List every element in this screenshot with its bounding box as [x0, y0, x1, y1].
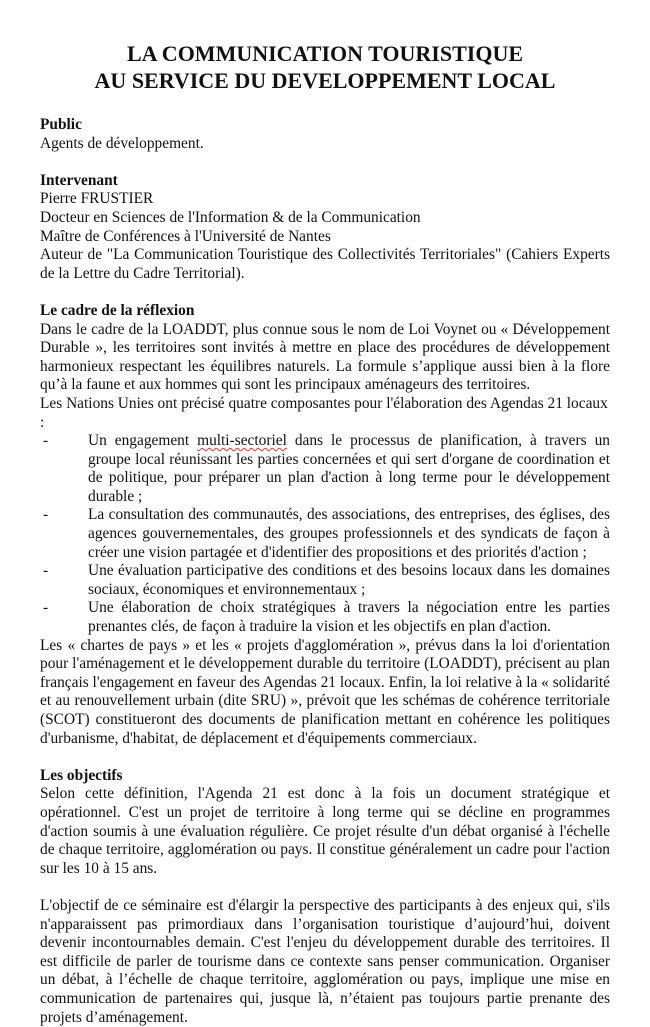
section-heading-cadre: Le cadre de la réflexion — [40, 301, 195, 319]
objectifs-paragraph-2: L'objectif de ce séminaire est d'élargir la perspective des participants à des enjeux qui, s'ils n'apparaissent pas primordiaux dans l’organisation touristique d’aujourd’hui, doivent devenir incontournables demain. C'est l'enjeu du développement durable des territoires. Il est difficile de parler de tourisme dans ce contexte sans penser communication. Organiser un débat, à l’échelle de chaque territoire, agglomération ou pays, implique une mise en communication de partenaires qui, jusque là, n’étaient pas toujours partie prenante des projets d’aménagement. — [40, 896, 610, 1026]
list-item — [40, 599, 610, 636]
section-objectifs — [40, 767, 610, 1027]
list-item-text-start: Un engagement — [88, 432, 198, 450]
dash-bullet-icon: - — [43, 599, 49, 617]
title-line-2: AU SERVICE DU DEVELOPPEMENT LOCAL — [94, 68, 556, 93]
dash-bullet-icon: - — [43, 432, 49, 450]
section-heading-objectifs: Les objectifs — [40, 766, 123, 784]
section-public — [40, 116, 610, 153]
speaker-author-note: Auteur de "La Communication Touristique des Collectivités Territoriales" (Cahiers Experts de la Lettre du Cadre Territorial). — [40, 246, 610, 282]
list-item-text: Une élaboration de choix stratégiques à travers la négociation entre les parties prenantes clés, de façon à traduire la vision et les objectifs en plan d'action. — [88, 599, 610, 636]
speaker-degree: Docteur en Sciences de l'Information & de la Communication — [40, 208, 421, 226]
section-heading-public: Public — [40, 116, 82, 133]
objectifs-paragraph-1: Selon cette définition, l'Agenda 21 est donc à la fois un document stratégique et opérationnel. C'est un projet de territoire à long terme qui se décline en programmes d'action soumis à une évaluation régulière. Ce projet résulte d'un débat organisé à l'échelle de chaque territoire, agglomération ou pays. Il constitue généralement un cadre pour l'action sur les 10 à 15 ans. — [40, 785, 610, 877]
cadre-closing-paragraph: Les « chartes de pays » et les « projets d'agglomération », prévus dans la loi d'orientation pour l'aménagement et le développement durable du territoire (LOADDT), précisent au plan français l'engagement en faveur des Agendas 21 locaux. Enfin, la loi relative à la « solidarité et au renouvellement urbain (dite SRU) », prévoit que les schémas de cohérence territoriale (SCOT) constitueront des documents de planification mettant en cohérence les politiques d'urbanisme, d'habitat, de déplacement et d'équipements commerciaux. — [40, 636, 610, 747]
cadre-intro-paragraph: Dans le cadre de la LOADDT, plus connue sous le nom de Loi Voynet ou « Développement Durable », les territoires sont invités à mettre en place des procédures de développement harmonieux respectant les équilibres naturels. La formule s’applique aussi bien à la flore qu’à la faune et aux hommes qui sont les principaux aménageurs des territoires. — [40, 320, 610, 394]
section-intervenant — [40, 172, 610, 284]
section-cadre — [40, 302, 610, 748]
speaker-position: Maître de Conférences à l'Université de Nantes — [40, 227, 331, 245]
list-item-text-end: dans le processus de planification, à travers un groupe local réunissant les parties concernées et qui sert d'organe de coordination et de politique, pour préparer un plan d'action à long terme pour le développement durable ; — [88, 432, 610, 505]
spellcheck-flagged-word[interactable]: multi-sectoriel — [197, 432, 287, 450]
paragraph-spacer — [40, 878, 610, 897]
list-item-text: Une évaluation participative des conditions et des besoins locaux dans les domaines sociaux, économiques et environnementaux ; — [88, 562, 610, 598]
cadre-list-intro: Les Nations Unies ont précisé quatre composantes pour l'élaboration des Agendas 21 locaux : — [40, 394, 608, 431]
dash-bullet-icon: - — [43, 562, 49, 580]
public-text: Agents de développement. — [40, 134, 204, 152]
title-line-1: LA COMMUNICATION TOURISTIQUE — [126, 41, 524, 66]
list-item — [40, 562, 610, 599]
list-item — [40, 432, 610, 506]
section-heading-intervenant: Intervenant — [40, 171, 118, 189]
list-item — [40, 506, 610, 562]
document-title — [40, 40, 610, 94]
list-item-text: La consultation des communautés, des associations, des entreprises, des églises, des agences gouvernementales, des groupes professionnels et des syndicats de façon à créer une vision partagée et d'identifier des propositions et des priorités d'action ; — [88, 506, 610, 561]
dash-bullet-icon: - — [43, 506, 49, 524]
speaker-name: Pierre FRUSTIER — [40, 190, 154, 208]
components-list — [40, 432, 610, 637]
